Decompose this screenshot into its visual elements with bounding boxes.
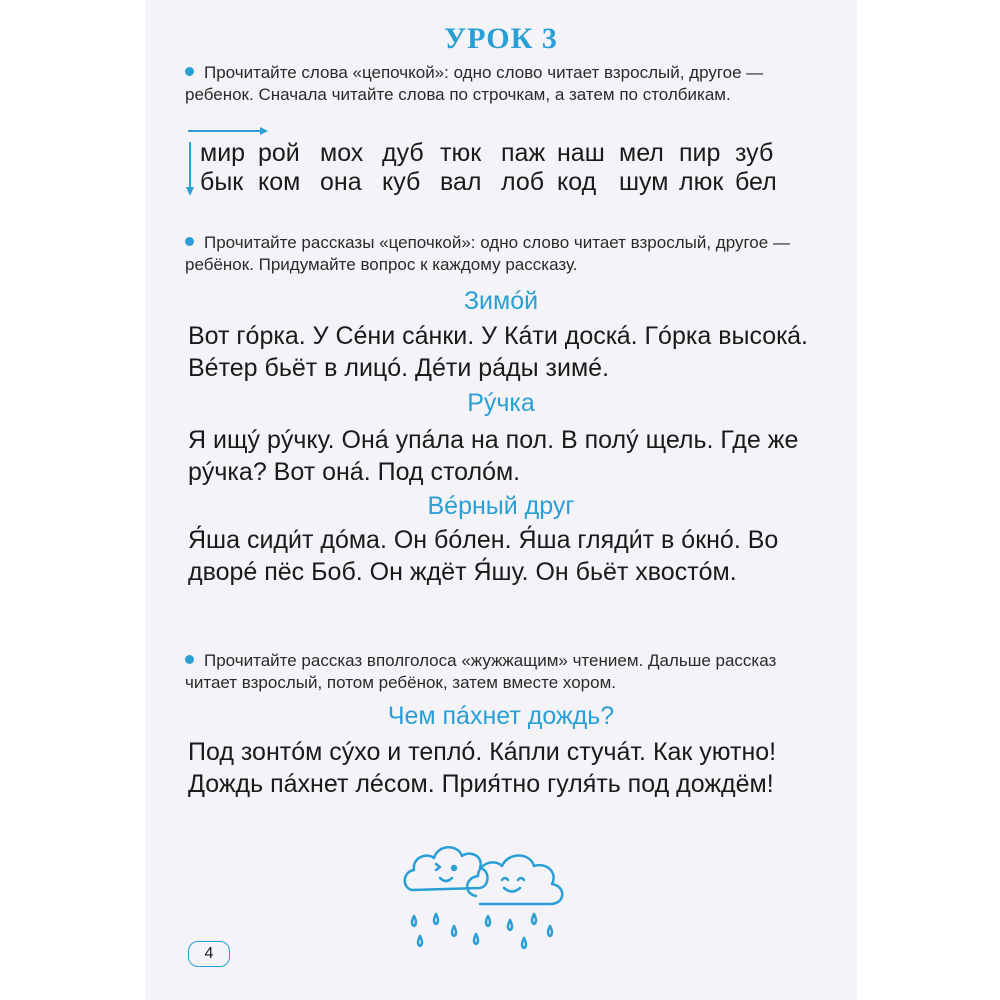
word-row: [200, 168, 781, 197]
bullet-icon: [185, 237, 194, 246]
word: ком: [258, 168, 301, 196]
arrow-right-icon: [188, 126, 268, 136]
arrow-down-icon: [185, 142, 195, 196]
word: зуб: [735, 139, 774, 167]
story-title: Зимóй: [463, 287, 539, 315]
word-row: [200, 139, 781, 168]
bullet-icon: [185, 67, 194, 76]
word: дуб: [382, 139, 424, 167]
story-text: Я ищý рýчку. Онá упáла на пол. В полý щель. Где же рýчка? Вот онá. Под столóм.: [188, 426, 799, 486]
word: паж: [501, 139, 546, 167]
word: бык: [200, 168, 244, 196]
word: мел: [619, 139, 664, 167]
story-text: Я́ша сиди́т дóма. Он бóлен. Я́ша гляди́т в óкнó. Во дворé пёс Боб. Он ждёт Я́шу. Он бьёт хвостóм.: [188, 526, 779, 586]
word: куб: [382, 168, 421, 196]
word: бел: [735, 168, 777, 196]
word: мир: [200, 139, 246, 167]
story-text: Под зонтóм сýхо и теплó. Кáпли стучáт. Как уютно! Дождь пáхнет лéсом. Прия́тно гуля́ть под дождём!: [188, 738, 777, 798]
word: рой: [258, 139, 300, 167]
story-title: Вéрный друг: [427, 492, 575, 520]
instruction-2-text: Прочитайте рассказы «цепочкой»: одно слово читает взрослый, другое — ребёнок. Придумайте вопрос к каждому рассказу.: [185, 233, 790, 274]
word: шум: [619, 168, 669, 196]
story-title: Рýчка: [467, 389, 535, 417]
page-number: 4: [188, 941, 230, 967]
word: вал: [440, 168, 482, 196]
word: код: [557, 168, 597, 196]
rain-clouds-illustration: [400, 830, 580, 950]
word: люк: [679, 168, 724, 196]
instruction-3: [185, 650, 825, 694]
word: тюк: [440, 139, 482, 167]
instruction-1: [185, 62, 825, 106]
story-text: Вот гóрка. У Сéни сáнки. У Кáти доскá. Гóрка высокá. Вéтер бьёт в лицó. Дéти рáды зимé.: [188, 322, 808, 382]
bullet-icon: [185, 655, 194, 664]
word: мох: [320, 139, 364, 167]
word: наш: [557, 139, 605, 167]
instruction-1-text: Прочитайте слова «цепочкой»: одно слово читает взрослый, другое — ребенок. Сначала читайте слова по строчкам, а затем по столбикам.: [185, 63, 764, 104]
word: пир: [679, 139, 721, 167]
instruction-3-text: Прочитайте рассказ вполголоса «жужжащим» чтением. Дальше рассказ читает взрослый, потом ребёнок, затем вместе хором.: [185, 651, 777, 692]
page: [145, 0, 857, 1000]
instruction-2: [185, 232, 825, 276]
lesson-title: УРОК 3: [444, 22, 558, 55]
word: лоб: [501, 168, 545, 196]
word-grid: [200, 139, 781, 197]
word: она: [320, 168, 362, 196]
story-title: Чем пáхнет дождь?: [387, 702, 615, 730]
